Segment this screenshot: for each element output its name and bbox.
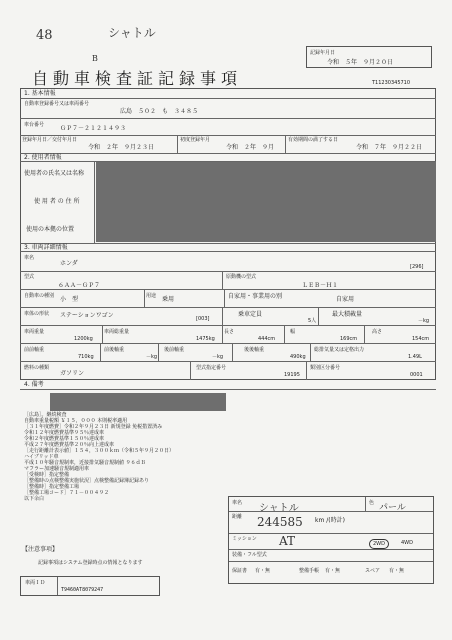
note-line: 平成２７年度燃費基準２０％向上達成車 [24, 442, 115, 448]
stamp-warranty-value: 有・無 [255, 568, 271, 574]
stamp-4wd: 4WD [401, 540, 413, 546]
gross-label: 車両総重量 [104, 329, 130, 335]
note-line: ［走行距離計表示値］１５４，３００ｋｍ（令和５年９月２０日） [24, 448, 175, 454]
engine-label: 原動機の型式 [226, 274, 257, 280]
note-line: 令和１２年度燃費基準９５％達成車 [24, 430, 105, 436]
width-value: 169cm [340, 336, 358, 342]
rf-label: 後前軸重 [164, 347, 185, 353]
note-line: 令和２年度燃費基準１５０％達成車 [24, 436, 105, 442]
model-label: 型式 [24, 274, 35, 280]
ff-label: 前前軸重 [24, 347, 45, 353]
model-value: ６ＡＡ－ＧＰ７ [58, 282, 101, 289]
max-load-value: －kg [418, 318, 430, 324]
stamp-mission-value: AT [279, 534, 296, 548]
stamp-name-label: 車名 [232, 500, 243, 506]
car-id-box [20, 576, 160, 596]
body-code: [003] [196, 316, 210, 322]
fr-label: 前後軸重 [104, 347, 125, 353]
gross-value: 1475kg [196, 336, 215, 342]
stamp-mileage-value: 244585 [257, 515, 303, 529]
type-no-value: 19195 [284, 372, 300, 378]
first-reg-label: 登録年月日／交付年月日 [22, 137, 78, 143]
expiry-label: 有効期間の満了する日 [288, 137, 339, 143]
caution-text: 記録事項はシステム登録時点の情報となります [38, 560, 143, 566]
note-line: ［受検時］指定整備 [24, 472, 70, 478]
use-value: 乗用 [162, 296, 175, 303]
capacity-label: 乗車定員 [238, 311, 263, 318]
stamp-2wd: 2WD [369, 539, 389, 549]
note-line: ［３１年度燃費］令和２年９月２３日 新規登録 免税措置済み [24, 424, 163, 430]
car-id-label: 車両ＩＤ [25, 580, 46, 586]
redacted-note [50, 393, 226, 411]
disp-label: 総排気量又は定格出力 [314, 347, 365, 353]
handwritten-number: 48 [36, 28, 53, 43]
note-line: 以下余白 [24, 496, 45, 502]
handwritten-b: B [92, 54, 98, 63]
handwritten-model: シャトル [108, 26, 156, 40]
disp-value: 1.49L [408, 354, 422, 360]
stamp-option-label: 装備・フル型式 [232, 552, 267, 558]
width-label: 幅 [290, 329, 296, 335]
height-label: 高さ [372, 329, 383, 335]
stamp-mileage-label: 距離 [232, 514, 243, 520]
first-value: 令和 ２年 ９月 [226, 144, 275, 151]
body-value: ステーションワゴン [60, 312, 114, 319]
weight-value: 1200kg [74, 336, 93, 342]
note-line: ハイブリッド車 [24, 454, 59, 460]
note-line: 自動車重量税額 ￥１５，０００ 本則税率適用 [24, 418, 128, 424]
caution-title: 【注意事項】 [22, 546, 59, 553]
max-load-label: 最大積載量 [332, 311, 363, 318]
rf-value: －kg [212, 354, 224, 360]
note-line: マフラー加速騒音規制適用車 [24, 466, 90, 472]
stamp-color-label: 色 [369, 500, 375, 506]
section-vehicle: 3. 車両詳細情報 [24, 244, 68, 251]
kind-label: 自動車の種別 [24, 293, 55, 299]
section-notes: 4. 備考 [24, 381, 44, 388]
note-line: ［整備時の点検整備実施状況］点検整備記録簿記録あり [24, 478, 150, 484]
stamp-mission-label: ミッション [232, 536, 257, 542]
stamp-key-label: スペア [365, 568, 381, 574]
user-name-label: 使用者の氏名又は名称 [24, 170, 85, 177]
type-no-label: 型式指定番号 [196, 365, 227, 371]
height-value: 154cm [412, 336, 430, 342]
first-label: 初度登録年月 [180, 137, 211, 143]
class-no-label: 類別区分番号 [310, 365, 341, 371]
user-base-label: 使用の本拠の位置 [26, 226, 75, 233]
stamp-warranty-label: 保証書 [232, 568, 248, 574]
body-label: 車体の形状 [24, 311, 50, 317]
rr-value: 490kg [290, 354, 306, 360]
stamp-key-value: 有・無 [389, 568, 405, 574]
length-label: 長さ [224, 329, 235, 335]
note-line: 平成１０年騒音規制車，近接排気騒音規制値 ９６ｄＢ [24, 460, 146, 466]
note-line: ［広島］。継続検査 [24, 412, 67, 418]
record-date-label: 記録年月日 [310, 50, 336, 56]
class-no-value: 0001 [410, 372, 423, 378]
note-line: ［整備時］指定整備工場 [24, 484, 80, 490]
page-title: 自動車検査証記録事項 [32, 69, 243, 88]
record-date-box [306, 46, 432, 68]
rr-label: 後後軸重 [244, 347, 265, 353]
weight-label: 車両重量 [24, 329, 45, 335]
first-reg-value: 令和 ２年 ９月２３日 [88, 144, 155, 151]
reg-value: 広島 ５０２ も ３４８５ [120, 108, 199, 115]
fr-value: －kg [146, 354, 158, 360]
expiry-value: 令和 ７年 ９月２２日 [356, 144, 423, 151]
fuel-value: ガソリン [60, 370, 85, 377]
engine-value: ＬＥＢ－Ｈ１ [302, 282, 339, 289]
maker-code: [296] [410, 264, 424, 270]
stamp-manual-label: 整備手帳 [299, 568, 320, 574]
user-addr-label: 使 用 者 の 住 所 [34, 198, 80, 205]
maker-label: 車名 [24, 255, 35, 261]
business-value: 自家用 [336, 296, 355, 303]
business-label: 自家用・事業用の別 [228, 293, 283, 300]
stamp-name-value: シャトル [259, 503, 299, 514]
chassis-value: ＧＰ７－２１２１４９３ [60, 125, 127, 132]
chassis-label: 車台番号 [24, 122, 45, 128]
note-line: ［整備工場コード］７１－００４９２ [24, 490, 110, 496]
maker-value: ホンダ [60, 260, 78, 267]
section-basic: 1. 基本情報 [24, 90, 56, 97]
kind-value: 小 型 [60, 296, 79, 303]
dealer-card [228, 496, 434, 584]
length-value: 444cm [258, 336, 276, 342]
ff-value: 710kg [78, 354, 94, 360]
stamp-manual-value: 有・無 [325, 568, 341, 574]
stamp-color-value: パール [379, 503, 406, 513]
reg-label: 自動車登録番号又は車両番号 [24, 101, 90, 107]
fuel-label: 燃料の種類 [24, 365, 50, 371]
car-id-value: T9460AT8079247 [61, 587, 104, 593]
section-user: 2. 使用者情報 [24, 154, 62, 161]
use-label: 用途 [146, 293, 157, 299]
doc-code: T11230345710 [372, 80, 411, 86]
redacted-user-info [96, 162, 436, 242]
stamp-mileage-unit: km /(時計) [315, 517, 345, 524]
notes-list [24, 412, 244, 502]
record-date-value: 令和 ５年 ９月２０日 [327, 59, 394, 66]
capacity-value: 5人 [308, 318, 317, 324]
